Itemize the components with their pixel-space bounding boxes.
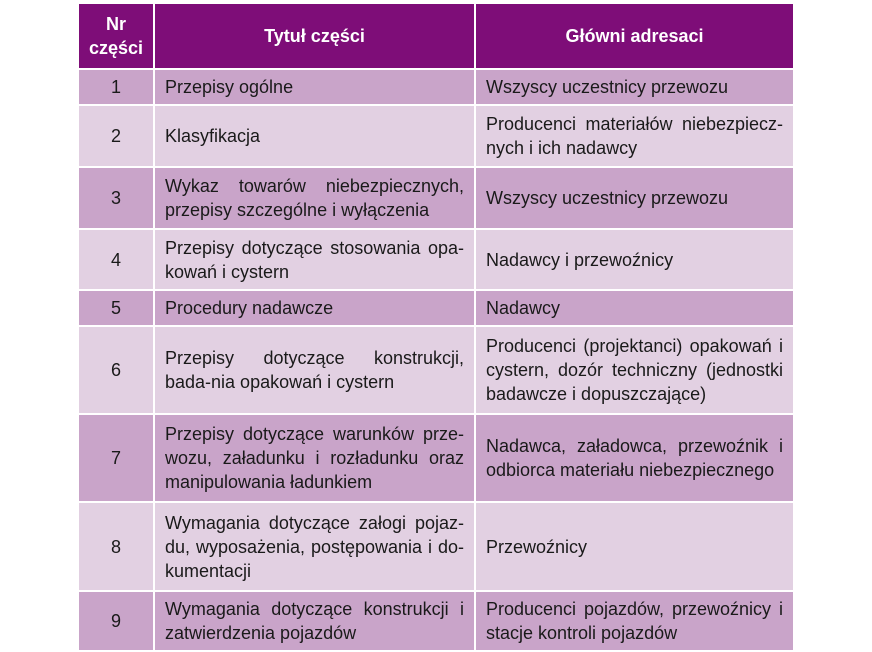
row-addressees: Wszyscy uczestnicy przewozu [475, 69, 794, 105]
row-addressees: Nadawcy i przewoźnicy [475, 229, 794, 290]
row-addressees: Nadawcy [475, 290, 794, 326]
row-nr: 9 [78, 591, 154, 651]
row-nr: 5 [78, 290, 154, 326]
row-addressees: Producenci materiałów niebezpiecz-nych i ich nadawcy [475, 105, 794, 167]
row-addressees: Producenci (projektanci) opakowań i cystern, dozór techniczny (jednostki badawcze i dopuszczające) [475, 326, 794, 414]
row-title: Przepisy dotyczące konstrukcji, bada-nia opakowań i cystern [154, 326, 475, 414]
row-title: Procedury nadawcze [154, 290, 475, 326]
table-row [78, 326, 794, 414]
row-title: Wykaz towarów niebezpiecznych, przepisy szczególne i wyłączenia [154, 167, 475, 229]
row-nr: 6 [78, 326, 154, 414]
header-title: Tytuł części [154, 3, 475, 69]
row-nr: 3 [78, 167, 154, 229]
table-row [78, 167, 794, 229]
header-row [78, 3, 794, 69]
row-nr: 8 [78, 502, 154, 591]
row-nr: 2 [78, 105, 154, 167]
row-addressees: Przewoźnicy [475, 502, 794, 591]
table-row [78, 591, 794, 651]
row-title: Przepisy ogólne [154, 69, 475, 105]
row-addressees: Wszyscy uczestnicy przewozu [475, 167, 794, 229]
row-title: Wymagania dotyczące załogi pojaz-du, wyposażenia, postępowania i do-kumentacji [154, 502, 475, 591]
table-row [78, 69, 794, 105]
row-title: Przepisy dotyczące warunków prze-wozu, załadunku i rozładunku oraz manipulowania ładunkiem [154, 414, 475, 502]
table-row [78, 105, 794, 167]
row-addressees: Producenci pojazdów, przewoźnicy i stacje kontroli pojazdów [475, 591, 794, 651]
table-row [78, 414, 794, 502]
parts-table [77, 2, 795, 652]
row-nr: 1 [78, 69, 154, 105]
header-nr: Nr części [78, 3, 154, 69]
table-row [78, 290, 794, 326]
row-nr: 7 [78, 414, 154, 502]
header-addressees: Główni adresaci [475, 3, 794, 69]
table-row [78, 502, 794, 591]
row-title: Klasyfikacja [154, 105, 475, 167]
row-nr: 4 [78, 229, 154, 290]
row-title: Przepisy dotyczące stosowania opa-kowań i cystern [154, 229, 475, 290]
row-addressees: Nadawca, załadowca, przewoźnik i odbiorca materiału niebezpiecznego [475, 414, 794, 502]
table-row [78, 229, 794, 290]
row-title: Wymagania dotyczące konstrukcji i zatwierdzenia pojazdów [154, 591, 475, 651]
